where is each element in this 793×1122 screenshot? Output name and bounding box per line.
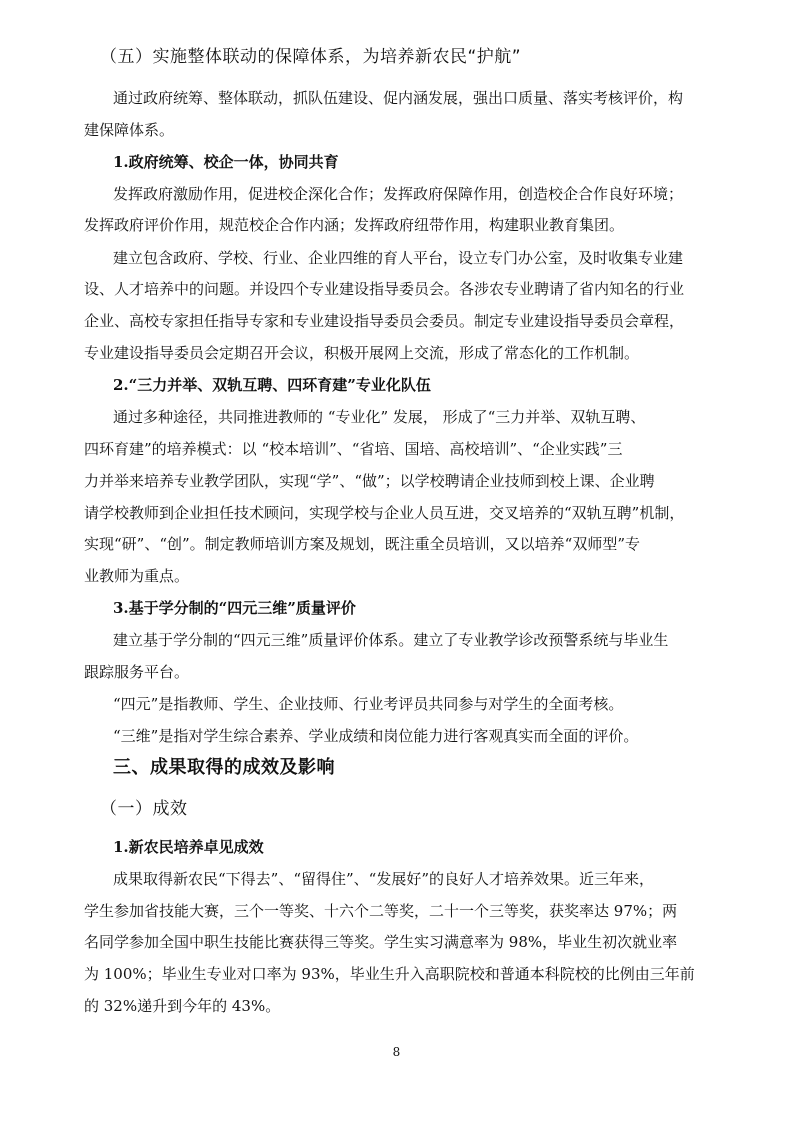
paragraph-line: “三维”是指对学生综合素养、学业成绩和岗位能力进行客观真实而全面的评价。	[113, 727, 639, 745]
paragraph-line: 通过政府统筹、整体联动，抓队伍建设、促内涵发展，强出口质量、落实考核评价，构	[113, 89, 684, 107]
page-number: 8	[392, 1045, 401, 1059]
paragraph-line: 发挥政府评价作用，规范校企合作内涵；发挥政府纽带作用，构建职业教育集团。	[84, 216, 625, 234]
subheading-2: 2.“三力并举、双轨互聘、四环育建”专业化队伍	[113, 376, 431, 394]
paragraph-line: 建保障体系。	[84, 121, 175, 139]
paragraph-line: 业教师为重点。	[84, 567, 190, 585]
subheading-1: 1.政府统筹、校企一体，协同共育	[113, 153, 339, 171]
section-heading-1: （一）成效	[100, 799, 188, 819]
paragraph-line: 成果取得新农民“下得去”、“留得住”、“发展好”的良好人才培养效果。近三年来，	[113, 870, 655, 888]
paragraph-line: 通过多种途径，共同推进教师的 “专业化” 发展， 形成了“三力并举、双轨互聘、	[113, 408, 646, 426]
paragraph-line: 建立基于学分制的“四元三维”质量评价体系。建立了专业教学诊改预警系统与毕业生	[113, 631, 669, 649]
paragraph-line: 力并举来培养专业教学团队，实现“学”、“做”；以学校聘请企业技师到校上课、企业聘	[84, 472, 655, 490]
paragraph-line: 四环育建”的培养模式：以 “校本培训”、“省培、国培、高校培训”、“企业实践”三	[84, 440, 623, 458]
major-heading-3: 三、成果取得的成效及影响	[113, 757, 335, 778]
paragraph-line: 名同学参加全国中职生技能比赛获得三等奖。学生实习满意率为 98%，毕业生初次就业率	[84, 933, 678, 951]
section-heading-5: （五）实施整体联动的保障体系，为培养新农民“护航”	[100, 47, 522, 67]
paragraph-line: 实现“研”、“创”。制定教师培训方案及规划，既注重全员培训，又以培养“双师型”专	[84, 535, 641, 553]
paragraph-line: 学生参加省技能大赛，三个一等奖、十六个二等奖，二十一个三等奖，获奖率达 97%；两	[84, 902, 678, 920]
paragraph-line: 发挥政府激励作用，促进校企深化合作；发挥政府保障作用，创造校企合作良好环境；	[113, 185, 684, 203]
paragraph-line: 企业、高校专家担任指导专家和专业建设指导委员会委员。制定专业建设指导委员会章程，	[84, 312, 685, 330]
paragraph-line: 的 32%递升到今年的 43%。	[84, 997, 281, 1015]
paragraph-line: 建立包含政府、学校、行业、企业四维的育人平台，设立专门办公室，及时收集专业建	[113, 249, 684, 267]
paragraph-line: 请学校教师到企业担任技术顾问，实现学校与企业人员互进，交叉培养的“双轨互聘”机制，	[84, 504, 685, 522]
paragraph-line: 设、人才培养中的问题。并设四个专业建设指导委员会。各涉农专业聘请了省内知名的行业	[84, 280, 685, 298]
paragraph-line: 专业建设指导委员会定期召开会议，积极开展网上交流，形成了常态化的工作机制。	[84, 344, 640, 362]
paragraph-line: 为 100%；毕业生专业对口率为 93%，毕业生升入高职院校和普通本科院校的比例由三年前	[84, 965, 695, 983]
subheading-4: 1.新农民培养卓见成效	[113, 838, 264, 856]
paragraph-line: “四元”是指教师、学生、企业技师、行业考评员共同参与对学生的全面考核。	[113, 695, 624, 713]
subheading-3: 3.基于学分制的“四元三维”质量评价	[113, 599, 356, 617]
paragraph-line: 跟踪服务平台。	[84, 663, 190, 681]
